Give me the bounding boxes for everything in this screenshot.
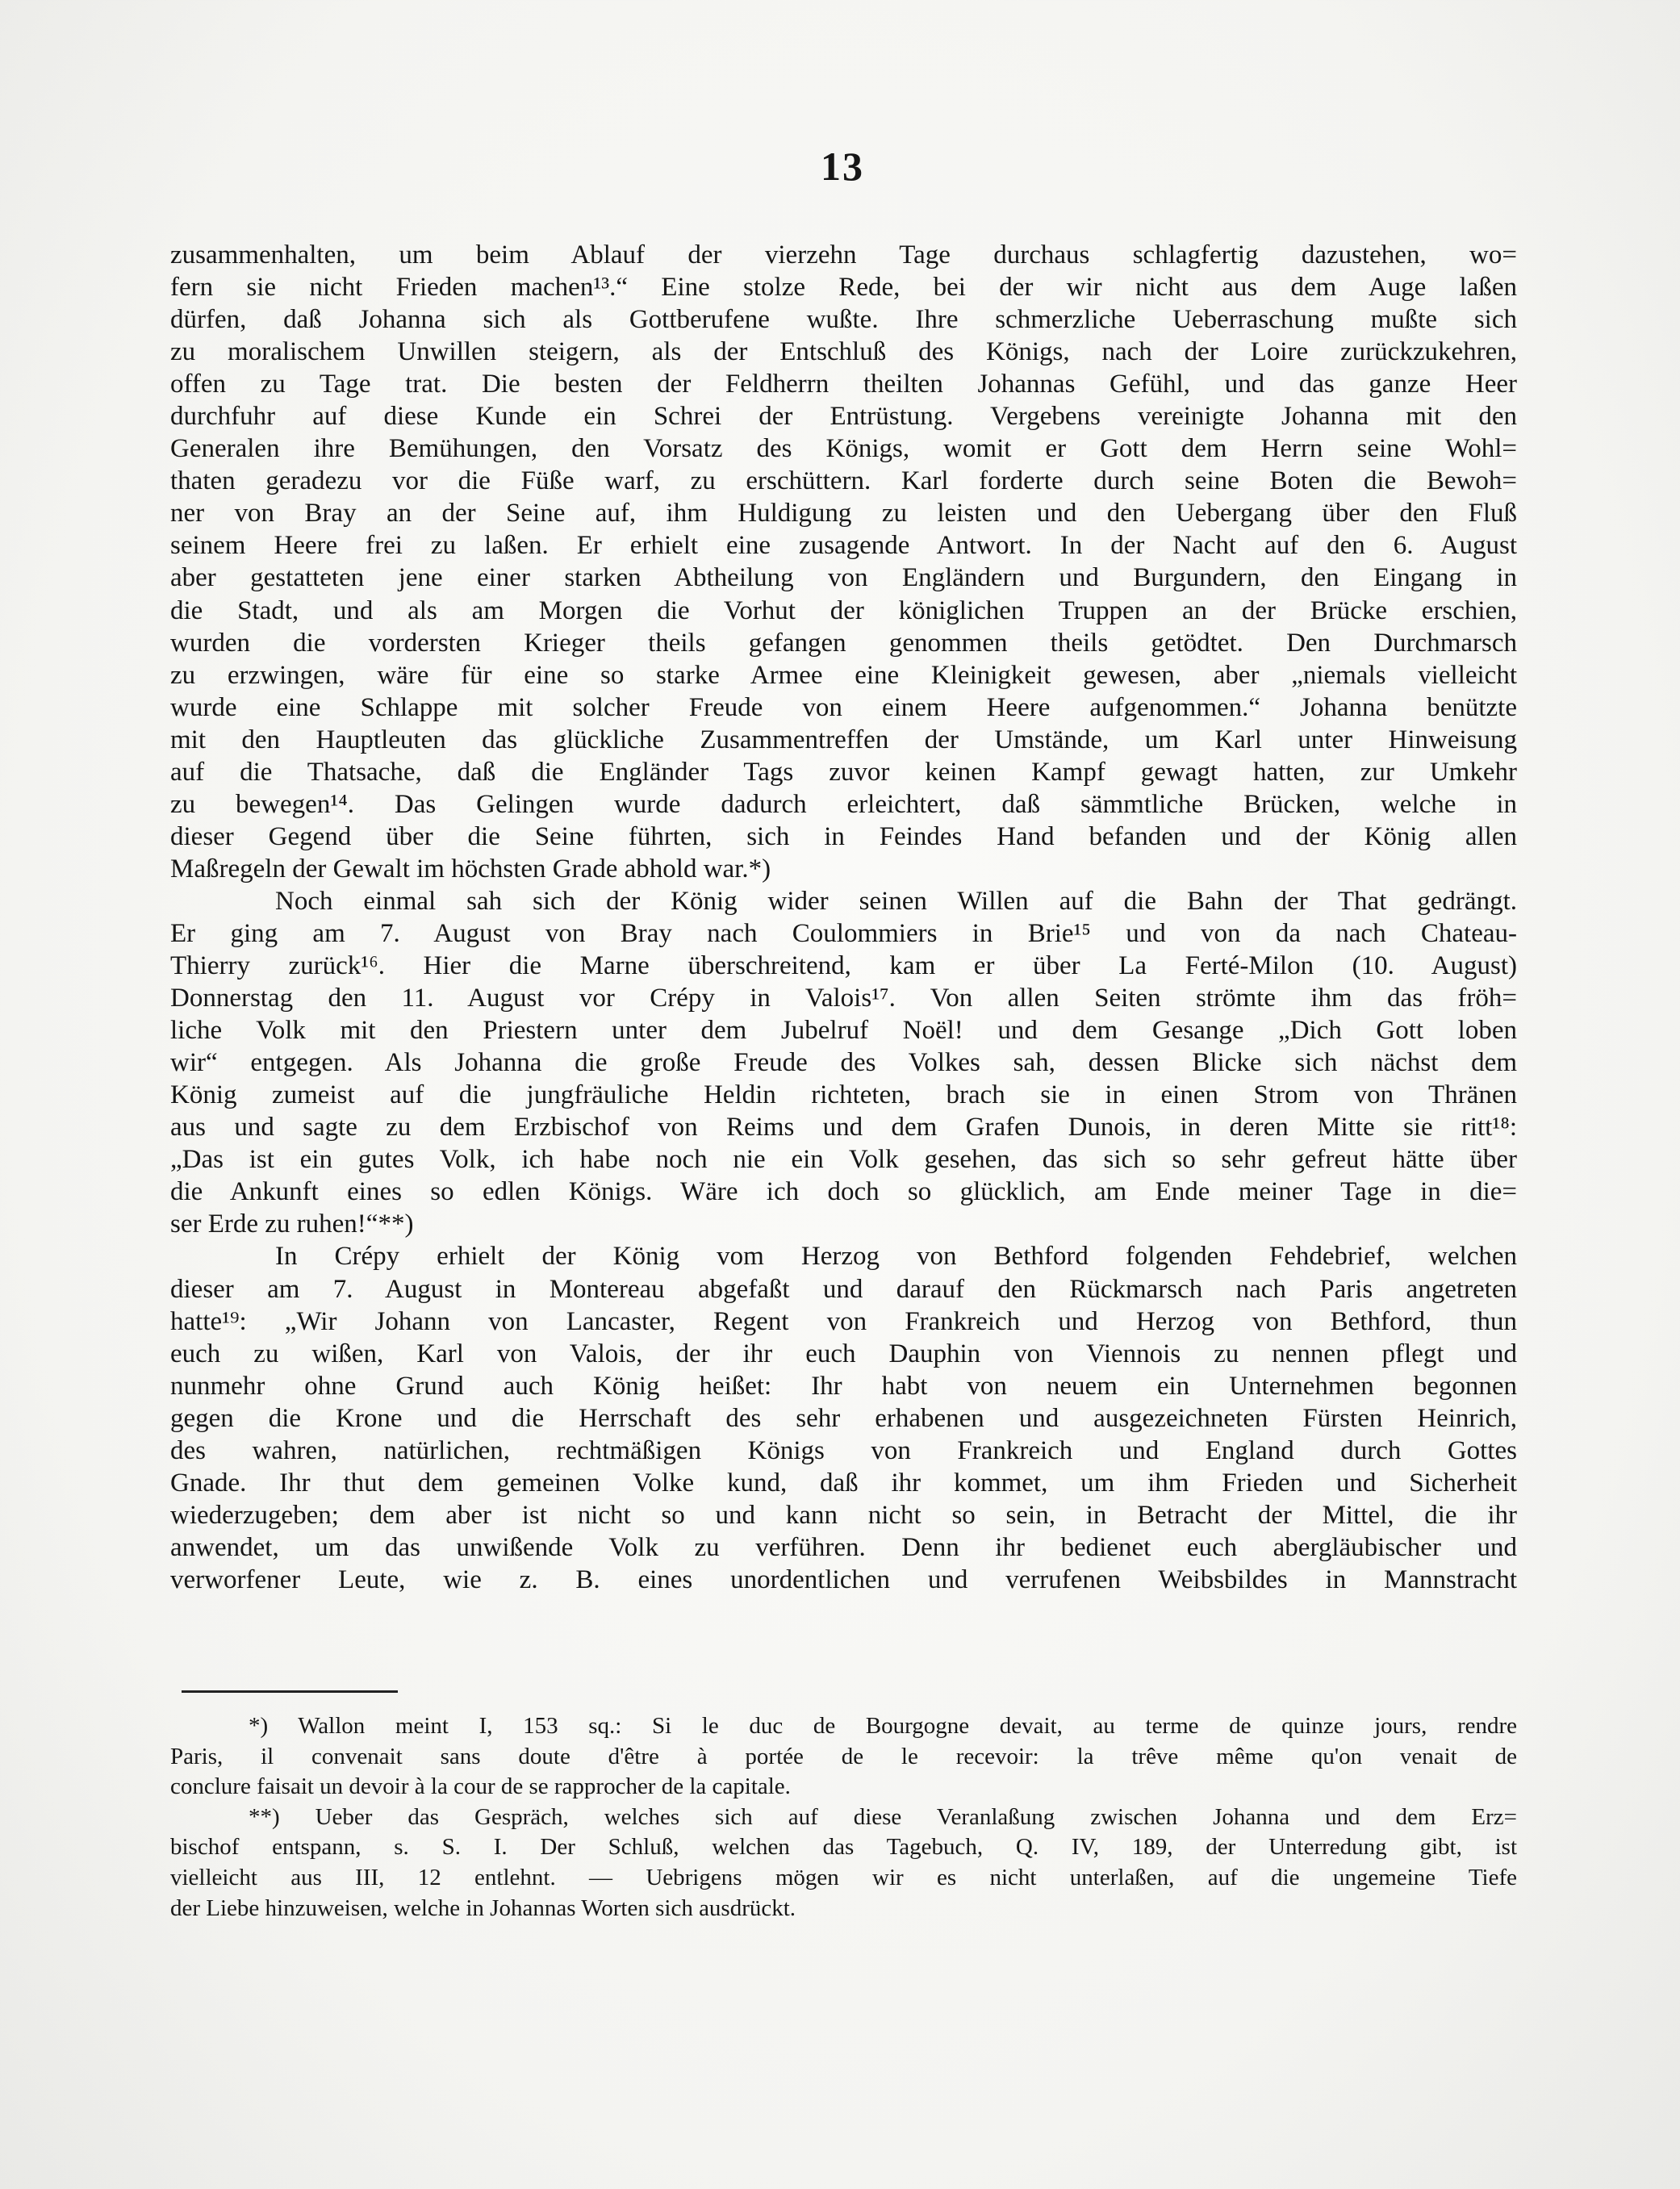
- footnote-line: conclure faisait un devoir à la cour de se rapprocher de la capitale.: [170, 1773, 791, 1800]
- footnote-line: Paris, il convenait sans doute d'être à portée de le recevoir: la trêve même qu'on venait de: [170, 1743, 1517, 1769]
- body-line: des wahren, natürlichen, rechtmäßigen Königs von Frankreich und England durch Gottes: [170, 1435, 1517, 1465]
- page-number: 13: [821, 144, 864, 189]
- body-line: dürfen, daß Johanna sich als Gottberufene wußte. Ihre schmerzliche Ueberraschung mußte sich: [170, 305, 1517, 335]
- footnote-line: *) Wallon meint I, 153 sq.: Si le duc de Bourgogne devait, au terme de quinze jours, rendre: [249, 1713, 1517, 1739]
- body-line: offen zu Tage trat. Die besten der Feldherrn theilten Johannas Gefühl, und das ganze Heer: [170, 370, 1517, 399]
- body-line: zu bewegen¹⁴. Das Gelingen wurde dadurch erleichtert, daß sämmtliche Brücken, welche in: [170, 789, 1517, 819]
- body-line: zu erzwingen, wäre für eine so starke Armee eine Kleinigkeit gewesen, aber „niemals vielleicht: [170, 660, 1517, 690]
- body-line: seinem Heere frei zu laßen. Er erhielt eine zusagende Antwort. In der Nacht auf den 6. August: [170, 531, 1517, 561]
- body-line: die Ankunft eines so edlen Königs. Wäre ich doch so glücklich, am Ende meiner Tage in die=: [170, 1177, 1517, 1207]
- body-line: nunmehr ohne Grund auch König heißet: Ihr habt von neuem ein Unternehmen begonnen: [170, 1371, 1517, 1401]
- footnote-line: der Liebe hinzuweisen, welche in Johannas Worten sich ausdrückt.: [170, 1894, 796, 1921]
- footnotes: [170, 1711, 1517, 1924]
- body-line: wiederzugeben; dem aber ist nicht so und kann nicht so sein, in Betracht der Mittel, die ihr: [170, 1500, 1517, 1530]
- body-line: In Crépy erhielt der König vom Herzog von Bethford folgenden Fehdebrief, welchen: [275, 1242, 1517, 1272]
- paragraph: [170, 239, 1517, 885]
- body-line: Er ging am 7. August von Bray nach Coulommiers in Brie¹⁵ und von da nach Chateau-: [170, 918, 1517, 948]
- body-line: aber gestatteten jene einer starken Abtheilung von Engländern und Burgundern, den Eingang in: [170, 563, 1517, 593]
- body-line: dieser Gegend über die Seine führten, sich in Feindes Hand befanden und der König allen: [170, 821, 1517, 851]
- body-line: ser Erde zu ruhen!“**): [170, 1209, 414, 1239]
- body-line: euch zu wißen, Karl von Valois, der ihr euch Dauphin von Viennois zu nennen pflegt und: [170, 1339, 1517, 1368]
- body-line: fern sie nicht Frieden machen¹³.“ Eine stolze Rede, bei der wir nicht aus dem Auge laßen: [170, 273, 1517, 303]
- paragraph: [170, 885, 1517, 1241]
- body-line: die Stadt, und als am Morgen die Vorhut der königlichen Truppen an der Brücke erschien,: [170, 595, 1517, 625]
- body-line: wir“ entgegen. Als Johanna die große Freude des Volkes sah, dessen Blicke sich nächst dem: [170, 1048, 1517, 1078]
- body-line: zusammenhalten, um beim Ablauf der vierzehn Tage durchaus schlagfertig dazustehen, wo=: [170, 240, 1517, 269]
- footnote-line: **) Ueber das Gespräch, welches sich auf diese Veranlaßung zwischen Johanna und dem Erz=: [249, 1803, 1517, 1830]
- body-line: wurden die vordersten Krieger theils gefangen genommen theils getödtet. Den Durchmarsch: [170, 628, 1517, 658]
- footnote: [170, 1711, 1517, 1803]
- body-line: wurde eine Schlappe mit solcher Freude von einem Heere aufgenommen.“ Johanna benützte: [170, 692, 1517, 722]
- body-line: König zumeist auf die jungfräuliche Heldin richteten, brach sie in einen Strom von Thränen: [170, 1080, 1517, 1110]
- body-line: Thierry zurück¹⁶. Hier die Marne überschreitend, kam er über La Ferté-Milon (10. August): [170, 951, 1517, 981]
- body-line: mit den Hauptleuten das glückliche Zusammentreffen der Umstände, um Karl unter Hinweisung: [170, 725, 1517, 754]
- body-line: thaten geradezu vor die Füße warf, zu erschüttern. Karl forderte durch seine Boten die Bewoh=: [170, 466, 1517, 496]
- body-line: hatte¹⁹: „Wir Johann von Lancaster, Regent von Frankreich und Herzog von Bethford, thun: [170, 1306, 1517, 1336]
- footnote: [170, 1803, 1517, 1924]
- body-line: Noch einmal sah sich der König wider seinen Willen auf die Bahn der That gedrängt.: [275, 886, 1517, 916]
- body-text: [170, 239, 1517, 1596]
- body-line: „Das ist ein gutes Volk, ich habe noch nie ein Volk gesehen, das sich so sehr gefreut hätte über: [170, 1145, 1517, 1175]
- paragraph: [170, 1240, 1517, 1596]
- body-line: verworfener Leute, wie z. B. eines unordentlichen und verrufenen Weibsbildes in Mannstracht: [170, 1564, 1517, 1594]
- body-line: gegen die Krone und die Herrschaft des sehr erhabenen und ausgezeichneten Fürsten Heinrich,: [170, 1403, 1517, 1433]
- body-line: Maßregeln der Gewalt im höchsten Grade abhold war.*): [170, 854, 771, 884]
- body-line: ner von Bray an der Seine auf, ihm Huldigung zu leisten und den Uebergang über den Fluß: [170, 499, 1517, 528]
- footnote-rule: [182, 1690, 398, 1693]
- body-line: Donnerstag den 11. August vor Crépy in Valois¹⁷. Von allen Seiten strömte ihm das fröh=: [170, 984, 1517, 1013]
- body-line: dieser am 7. August in Montereau abgefaßt und darauf den Rückmarsch nach Paris angetreten: [170, 1274, 1517, 1304]
- body-line: liche Volk mit den Priestern unter dem Jubelruf Noël! und dem Gesange „Dich Gott loben: [170, 1016, 1517, 1046]
- footnote-line: bischof entspann, s. S. I. Der Schluß, welchen das Tagebuch, Q. IV, 189, der Unterredung gibt, ist: [170, 1834, 1517, 1861]
- body-line: durchfuhr auf diese Kunde ein Schrei der Entrüstung. Vergebens vereinigte Johanna mit den: [170, 402, 1517, 432]
- body-line: anwendet, um das unwißende Volk zu verführen. Denn ihr bedienet euch abergläubischer und: [170, 1532, 1517, 1562]
- footnote-line: vielleicht aus III, 12 entlehnt. — Uebrigens mögen wir es nicht unterlaßen, auf die ungemeine Tiefe: [170, 1864, 1517, 1890]
- body-line: aus und sagte zu dem Erzbischof von Reims und dem Grafen Dunois, in deren Mitte sie ritt¹⁸:: [170, 1113, 1517, 1143]
- body-line: zu moralischem Unwillen steigern, als der Entschluß des Königs, nach der Loire zurückzukehren,: [170, 337, 1517, 367]
- body-line: auf die Thatsache, daß die Engländer Tags zuvor keinen Kampf gewagt hatten, zur Umkehr: [170, 757, 1517, 787]
- body-line: Gnade. Ihr thut dem gemeinen Volke kund, daß ihr kommet, um ihm Frieden und Sicherheit: [170, 1468, 1517, 1498]
- body-line: Generalen ihre Bemühungen, den Vorsatz des Königs, womit er Gott dem Herrn seine Wohl=: [170, 434, 1517, 464]
